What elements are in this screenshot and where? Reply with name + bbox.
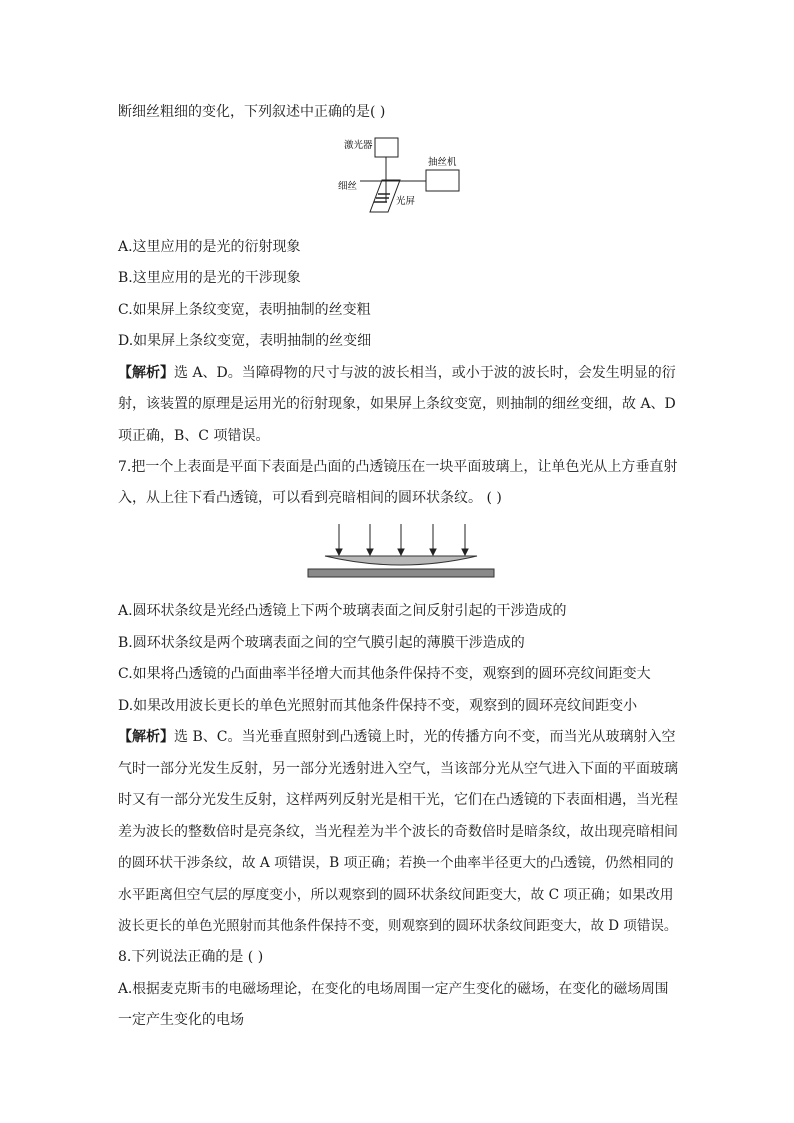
lens-on-plate-figure [305,522,497,582]
q7-stem-line-2: 入，从上往下看凸透镜，可以看到亮暗相间的圆环状条纹。 ( ) [118,490,502,506]
q7-option-b: B.圆环状条纹是两个玻璃表面之间的空气膜引起的薄膜干涉造成的 [118,635,525,651]
q7-analysis-line-2: 气时一部分光发生反射，另一部分光透射进入空气，当该部分光从空气进入下面的平面玻璃 [118,761,678,777]
q6-stem: 断细丝粗细的变化，下列叙述中正确的是( ) [118,104,386,120]
laser-box [375,138,398,157]
convex-lens [325,556,477,565]
glass-plate [308,569,494,577]
q7-option-d: D.如果改用波长更长的单色光照射而其他条件保持不变，观察到的圆环亮纹间距变小 [118,698,638,714]
q8-stem: 8.下列说法正确的是 ( ) [118,949,264,965]
q6-option-d: D.如果屏上条纹变宽，表明抽制的丝变细 [118,333,372,349]
q8-option-a-line-1: A.根据麦克斯韦的电磁场理论，在变化的电场周围一定产生变化的磁场，在变化的磁场周围 [118,981,669,997]
q7-analysis-line-3: 时又有一部分光发生反射，这样两列反射光是相干光，它们在凸透镜的下表面相遇，当光程 [118,792,678,808]
q7-analysis-line-4: 差为波长的整数倍时是亮条纹，当光程差为半个波长的奇数倍时是暗条纹，故出现亮暗相间 [118,824,678,840]
q6-analysis-line-1: 【解析】选 A、D。当障碍物的尺寸与波的波长相当，或小于波的波长时，会发生明显的衍 [118,365,676,381]
q6-analysis-tag: 【解析】 [118,365,174,381]
wire-measurement-figure [330,130,470,215]
incident-light-arrows [336,524,468,555]
q7-analysis-line-5: 的圆环状干涉条纹，故 A 项错误，B 项正确；若换一个曲率半径更大的凸透镜，仍然相同的 [118,855,674,871]
laser-label: 激光器 [344,140,373,151]
q6-option-a: A.这里应用的是光的衍射现象 [118,239,301,255]
q7-option-a: A.圆环状条纹是光经凸透镜上下两个玻璃表面之间反射引起的干涉造成的 [118,603,567,619]
q7-analysis-line-7: 波长更长的单色光照射而其他条件保持不变，则观察到的圆环状条纹间距变大，故 D 项错误。 [118,918,678,934]
q7-analysis-line-1: 【解析】选 B、C。当光垂直照射到凸透镜上时，光的传播方向不变，而当光从玻璃射入空 [118,729,676,745]
puller-label: 抽丝机 [428,157,457,168]
screen-label: 光屏 [396,196,416,207]
q6-analysis-line-2: 射，该装置的原理是运用光的衍射现象，如果屏上条纹变宽，则抽制的细丝变细，故 A、D [118,396,676,412]
q7-analysis-tag: 【解析】 [118,729,174,745]
q6-option-c: C.如果屏上条纹变宽，表明抽制的丝变粗 [118,302,371,318]
puller-box [426,170,459,191]
q8-option-a-line-2: 一定产生变化的电场 [118,1012,244,1028]
q7-analysis-line-6: 水平距离但空气层的厚度变小，所以观察到的圆环状条纹间距变大，故 C 项正确；如果改用 [118,887,674,903]
wire-label: 细丝 [338,181,358,192]
q7-stem-line-1: 7.把一个上表面是平面下表面是凸面的凸透镜压在一块平面玻璃上，让单色光从上方垂直射 [118,459,678,475]
q6-option-b: B.这里应用的是光的干涉现象 [118,270,301,286]
q7-option-c: C.如果将凸透镜的凸面曲率半径增大而其他条件保持不变，观察到的圆环亮纹间距变大 [118,666,651,682]
q6-analysis-line-3: 项正确，B、C 项错误。 [118,428,270,444]
